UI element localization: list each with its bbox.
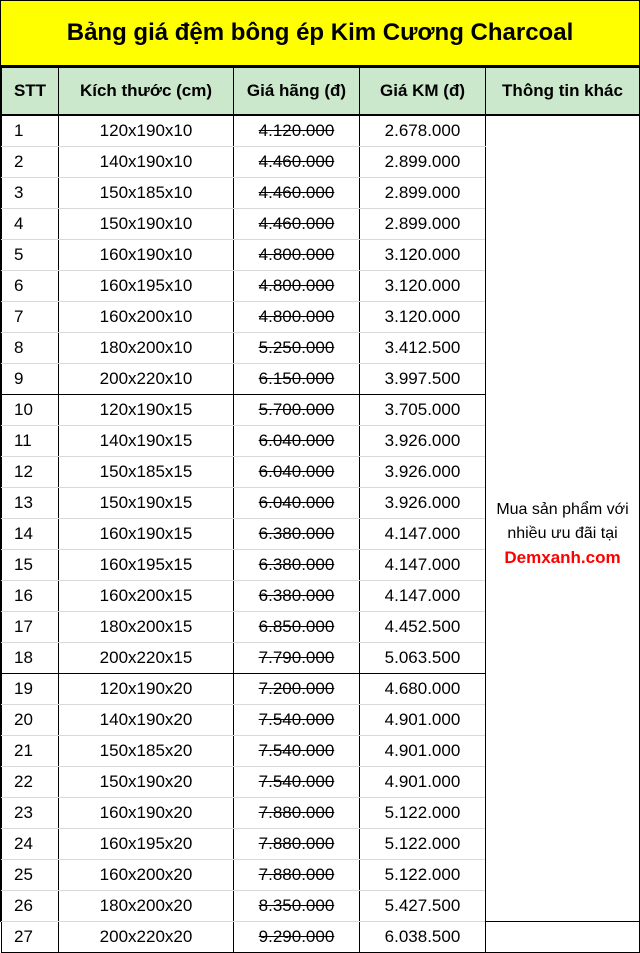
cell-promo-price: 5.063.500 <box>360 643 486 674</box>
cell-promo-price: 2.899.000 <box>360 209 486 240</box>
cell-promo-price: 4.901.000 <box>360 767 486 798</box>
cell-stt: 19 <box>2 674 59 705</box>
cell-size: 160x200x20 <box>59 860 234 891</box>
cell-original-price <box>234 891 360 922</box>
info-website-link[interactable]: Demxanh.com <box>504 548 621 567</box>
cell-size: 160x200x15 <box>59 581 234 612</box>
cell-size: 150x190x15 <box>59 488 234 519</box>
cell-original-price <box>234 860 360 891</box>
cell-promo-price: 3.120.000 <box>360 271 486 302</box>
original-price-value: 4.800.000 <box>258 245 335 264</box>
cell-stt: 4 <box>2 209 59 240</box>
cell-original-price <box>234 581 360 612</box>
original-price-value: 4.800.000 <box>258 276 335 295</box>
cell-original-price <box>234 302 360 333</box>
cell-promo-price: 2.899.000 <box>360 147 486 178</box>
cell-size: 200x220x15 <box>59 643 234 674</box>
original-price-value: 6.040.000 <box>258 431 335 450</box>
header-other-info: Thông tin khác <box>486 68 640 116</box>
cell-stt: 12 <box>2 457 59 488</box>
cell-promo-price: 2.899.000 <box>360 178 486 209</box>
original-price-value: 4.460.000 <box>258 214 335 233</box>
original-price-value: 7.540.000 <box>258 710 335 729</box>
cell-stt: 20 <box>2 705 59 736</box>
cell-size: 120x190x10 <box>59 115 234 147</box>
cell-size: 140x190x20 <box>59 705 234 736</box>
cell-other-info <box>486 115 640 953</box>
cell-size: 180x200x20 <box>59 891 234 922</box>
cell-original-price <box>234 395 360 426</box>
table-body <box>2 115 640 953</box>
cell-size: 120x190x15 <box>59 395 234 426</box>
original-price-value: 4.460.000 <box>258 183 335 202</box>
cell-promo-price: 3.926.000 <box>360 488 486 519</box>
cell-promo-price: 4.147.000 <box>360 581 486 612</box>
cell-size: 200x220x20 <box>59 922 234 953</box>
cell-promo-price: 3.120.000 <box>360 302 486 333</box>
original-price-value: 5.700.000 <box>258 400 335 419</box>
cell-size: 200x220x10 <box>59 364 234 395</box>
original-price-value: 4.460.000 <box>258 152 335 171</box>
cell-promo-price: 3.120.000 <box>360 240 486 271</box>
cell-original-price <box>234 922 360 953</box>
original-price-value: 6.040.000 <box>258 493 335 512</box>
cell-stt: 18 <box>2 643 59 674</box>
cell-original-price <box>234 488 360 519</box>
original-price-value: 7.790.000 <box>258 648 335 667</box>
cell-promo-price: 5.122.000 <box>360 860 486 891</box>
header-promo-price: Giá KM (đ) <box>360 68 486 116</box>
cell-original-price <box>234 364 360 395</box>
original-price-value: 6.380.000 <box>258 524 335 543</box>
cell-size: 160x190x10 <box>59 240 234 271</box>
cell-size: 180x200x15 <box>59 612 234 643</box>
cell-stt: 3 <box>2 178 59 209</box>
cell-original-price <box>234 115 360 147</box>
cell-stt: 16 <box>2 581 59 612</box>
header-size: Kích thước (cm) <box>59 68 234 116</box>
cell-size: 160x200x10 <box>59 302 234 333</box>
table-row <box>2 115 640 147</box>
cell-stt: 22 <box>2 767 59 798</box>
header-stt: STT <box>2 68 59 116</box>
cell-original-price <box>234 612 360 643</box>
cell-size: 150x185x15 <box>59 457 234 488</box>
cell-size: 150x185x10 <box>59 178 234 209</box>
original-price-value: 7.880.000 <box>258 834 335 853</box>
cell-stt: 24 <box>2 829 59 860</box>
cell-original-price <box>234 457 360 488</box>
cell-stt: 6 <box>2 271 59 302</box>
cell-size: 180x200x10 <box>59 333 234 364</box>
cell-promo-price: 3.926.000 <box>360 426 486 457</box>
cell-stt: 10 <box>2 395 59 426</box>
cell-promo-price: 3.997.500 <box>360 364 486 395</box>
original-price-value: 8.350.000 <box>258 896 335 915</box>
cell-size: 160x195x20 <box>59 829 234 860</box>
cell-promo-price: 6.038.500 <box>360 922 486 953</box>
cell-original-price <box>234 240 360 271</box>
cell-original-price <box>234 209 360 240</box>
header-original-price: Giá hãng (đ) <box>234 68 360 116</box>
cell-size: 140x190x15 <box>59 426 234 457</box>
cell-promo-price: 4.147.000 <box>360 550 486 581</box>
cell-original-price <box>234 736 360 767</box>
header-row <box>2 68 640 116</box>
cell-stt: 14 <box>2 519 59 550</box>
cell-stt: 13 <box>2 488 59 519</box>
cell-stt: 1 <box>2 115 59 147</box>
original-price-value: 6.040.000 <box>258 462 335 481</box>
cell-stt: 26 <box>2 891 59 922</box>
cell-stt: 27 <box>2 922 59 953</box>
cell-original-price <box>234 674 360 705</box>
original-price-value: 7.540.000 <box>258 741 335 760</box>
original-price-value: 4.800.000 <box>258 307 335 326</box>
cell-size: 160x195x15 <box>59 550 234 581</box>
cell-original-price <box>234 178 360 209</box>
cell-promo-price: 4.901.000 <box>360 736 486 767</box>
cell-promo-price: 5.122.000 <box>360 798 486 829</box>
cell-original-price <box>234 519 360 550</box>
original-price-value: 6.380.000 <box>258 555 335 574</box>
cell-promo-price: 4.901.000 <box>360 705 486 736</box>
cell-size: 150x190x20 <box>59 767 234 798</box>
cell-size: 160x190x15 <box>59 519 234 550</box>
cell-stt: 7 <box>2 302 59 333</box>
cell-promo-price: 3.412.500 <box>360 333 486 364</box>
cell-stt: 9 <box>2 364 59 395</box>
cell-stt: 23 <box>2 798 59 829</box>
cell-promo-price: 5.122.000 <box>360 829 486 860</box>
cell-original-price <box>234 643 360 674</box>
cell-size: 150x185x20 <box>59 736 234 767</box>
original-price-value: 7.540.000 <box>258 772 335 791</box>
original-price-value: 7.200.000 <box>258 679 335 698</box>
cell-stt: 8 <box>2 333 59 364</box>
cell-stt: 11 <box>2 426 59 457</box>
cell-promo-price: 4.680.000 <box>360 674 486 705</box>
cell-promo-price: 5.427.500 <box>360 891 486 922</box>
cell-original-price <box>234 705 360 736</box>
cell-promo-price: 4.147.000 <box>360 519 486 550</box>
cell-promo-price: 2.678.000 <box>360 115 486 147</box>
price-table <box>1 67 640 953</box>
cell-original-price <box>234 147 360 178</box>
original-price-value: 9.290.000 <box>258 927 335 946</box>
cell-original-price <box>234 829 360 860</box>
cell-promo-price: 4.452.500 <box>360 612 486 643</box>
original-price-value: 6.850.000 <box>258 617 335 636</box>
cell-stt: 5 <box>2 240 59 271</box>
cell-stt: 2 <box>2 147 59 178</box>
cell-size: 150x190x10 <box>59 209 234 240</box>
cell-original-price <box>234 550 360 581</box>
cell-size: 120x190x20 <box>59 674 234 705</box>
original-price-value: 7.880.000 <box>258 803 335 822</box>
original-price-value: 7.880.000 <box>258 865 335 884</box>
cell-size: 140x190x10 <box>59 147 234 178</box>
table-title: Bảng giá đệm bông ép Kim Cương Charcoal <box>1 1 639 67</box>
cell-original-price <box>234 333 360 364</box>
cell-stt: 15 <box>2 550 59 581</box>
original-price-value: 4.120.000 <box>258 121 335 140</box>
cell-stt: 21 <box>2 736 59 767</box>
cell-stt: 17 <box>2 612 59 643</box>
cell-original-price <box>234 426 360 457</box>
original-price-value: 6.380.000 <box>258 586 335 605</box>
cell-size: 160x190x20 <box>59 798 234 829</box>
original-price-value: 6.150.000 <box>258 369 335 388</box>
cell-promo-price: 3.705.000 <box>360 395 486 426</box>
cell-original-price <box>234 271 360 302</box>
cell-stt: 25 <box>2 860 59 891</box>
original-price-value: 5.250.000 <box>258 338 335 357</box>
cell-original-price <box>234 767 360 798</box>
cell-original-price <box>234 798 360 829</box>
cell-promo-price: 3.926.000 <box>360 457 486 488</box>
cell-size: 160x195x10 <box>59 271 234 302</box>
info-text: Mua sản phẩm với nhiều ưu đãi tại <box>496 501 629 542</box>
